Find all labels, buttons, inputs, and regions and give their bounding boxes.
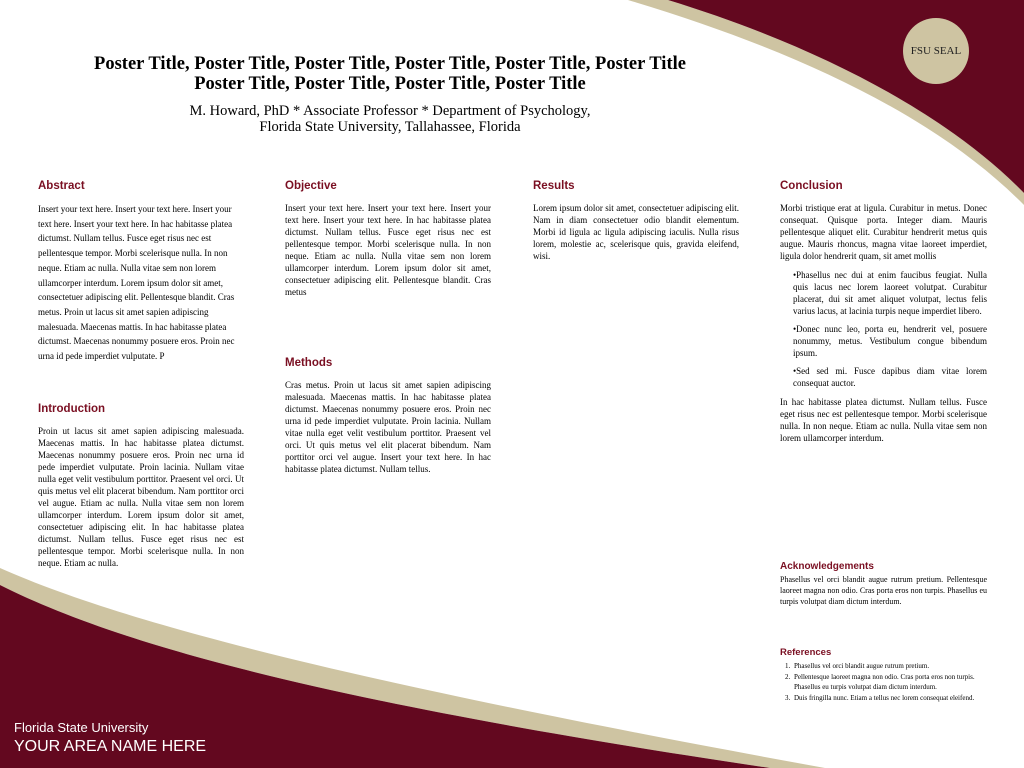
acknowledgements-section [780,561,987,607]
conclusion-bullet: •Donec nunc leo, porta eu, hendrerit vel, posuere nonummy, metus. Vestibulum congue bibendum ipsum. [793,324,987,358]
conclusion-bullet: •Phasellus nec dui at enim faucibus feugiat. Nulla quis lacus nec lorem laoreet volutpat. Curabitur placerat, dui sit amet aliquet volutpat, lectus felis varius lacus, at lacinia turpis neque imperdiet libero. [793,270,987,316]
poster-title [40,54,740,94]
conclusion-intro: Morbi tristique erat at ligula. Curabitur in metus. Donec consequat. Quisque porta. Integer diam. Mauris pellentesque aliquet elit. Curabitur hendrerit metus quis augue. Mauris rhoncus, magna vitae laoreet imperdiet, ligula dolor hendrerit quam, sit amet mollis [780,203,987,261]
abstract-section [38,180,244,364]
reference-item: 2. Pellentesque laoreet magna non odio. Cras porta eros non turpis. Phasellus eu turpis volutpat diam dictum interdum. [792,672,987,693]
introduction-heading: Introduction [38,403,106,415]
conclusion-outro: In hac habitasse platea dictumst. Nullam tellus. Fusce eget risus nec est pellentesque tempor. Morbi scelerisque nulla. In non neque. Etiam ac nulla. Nulla vitae sem non lorem ullamcorper interdum. [780,397,987,443]
acknowledgements-heading: Acknowledgements [780,561,874,572]
introduction-body: Proin ut lacus sit amet sapien adipiscing malesuada. Maecenas mattis. In hac habitasse platea dictumst. Maecenas nonummy posuere eros. Proin nec urna id pede imperdiet vulputate. Proin lacinia. Nullam vitae nulla eget velit vestibulum porttitor. Praesent vel orci. Ut quis metus vel elit placerat bibendum. Nam porttitor orci vel augue. Etiam ac nulla. Nulla vitae sem non lorem ullamcorper interdum. Lorem ipsum dolor sit amet, consectetuer adipiscing elit. In hac habitasse platea dictumst. Nullam tellus. Fusce eget risus nec est pellentesque tempor. Morbi scelerisque nulla. In non neque. Etiam ac nulla. [38,426,244,568]
abstract-body: Insert your text here. Insert your text here. Insert your text here. Insert your text here. In hac habitasse platea dictumst. Nullam tellus. Fusce eget risus nec est pellentesque tempor. Morbi scelerisque nulla. In non neque. Etiam ac nulla. Nulla vitae sem non lorem ullamcorper interdum. Lorem ipsum dolor sit amet, consectetuer adipiscing elit. Pellentesque blandit. Cras metus. Proin ut lacus sit amet sapien adipiscing malesuada. Maecenas mattis. In hac habitasse platea dictumst. Maecenas nonummy posuere eros. Proin nec urna id pede imperdiet vulputate. P [38,204,235,362]
author-line-1: M. Howard, PhD * Associate Professor * Department of Psychology, [189,103,591,119]
methods-body: Cras metus. Proin ut lacus sit amet sapien adipiscing malesuada. Maecenas mattis. In hac habitasse platea dictumst. Maecenas nonummy posuere eros. Proin nec urna id pede imperdiet vulputate. Proin lacinia. Nullam vitae nulla eget velit vestibulum porttitor. Praesent vel orci. Ut quis metus vel elit placerat bibendum. Nam porttitor orci vel augue. Insert your text here. In hac habitasse platea dictumst. Nullam tellus. [285,380,491,474]
objective-section [285,180,491,298]
conclusion-bullet-list [793,269,987,389]
references-heading: References [780,647,832,658]
methods-section [285,357,491,475]
author-line-2: Florida State University, Tallahassee, Florida [259,119,521,135]
fsu-seal [903,18,969,84]
reference-item: 1. Phasellus vel orci blandit augue rutrum pretium. [792,661,987,672]
results-body: Lorem ipsum dolor sit amet, consectetuer adipiscing elit. Nam in diam consectetuer odio blandit elementum. Morbi id ligula ac ligula adipiscing iaculis. Nulla risus lorem, molestie ac, scelerisque quis, gravida eleifend, wisi. [533,203,739,261]
poster-title-line-2: Poster Title, Poster Title, Poster Title, Poster Title [194,74,586,94]
poster-title-line-1: Poster Title, Poster Title, Poster Title, Poster Title, Poster Title, Poster Title [94,54,686,74]
author-block [40,103,740,135]
conclusion-bullet: •Sed sed mi. Fusce dapibus diam vitae lorem consequat auctor. [793,366,987,388]
objective-heading: Objective [285,180,337,192]
reference-item: 3. Duis fringilla nunc. Etiam a tellus nec lorem consequat eleifend. [792,693,987,704]
objective-body: Insert your text here. Insert your text here. Insert your text here. Insert your text here. In hac habitasse platea dictumst. Nullam tellus. Fusce eget risus nec est pellentesque tempor. Morbi scelerisque nulla. In non neque. Etiam ac nulla. Nulla vitae sem non lorem ullamcorper interdum. Lorem ipsum dolor sit amet, consectetuer adipiscing elit. Pellentesque blandit. Cras metus [285,203,491,297]
references-section [780,647,987,703]
references-list [780,661,987,703]
results-section [533,180,739,262]
seal-label: FSU SEAL [910,45,962,57]
footer-university: Florida State University [14,720,149,735]
abstract-heading: Abstract [38,180,85,192]
results-heading: Results [533,180,575,192]
conclusion-heading: Conclusion [780,180,843,192]
footer-area-name: YOUR AREA NAME HERE [14,738,207,755]
conclusion-section [780,180,987,444]
methods-heading: Methods [285,357,333,369]
acknowledgements-body: Phasellus vel orci blandit augue rutrum pretium. Pellentesque laoreet magna non odio. Cras porta eros non turpis. Phasellus eu turpis volutpat diam dictum interdum. [780,575,987,606]
introduction-section [38,403,244,569]
